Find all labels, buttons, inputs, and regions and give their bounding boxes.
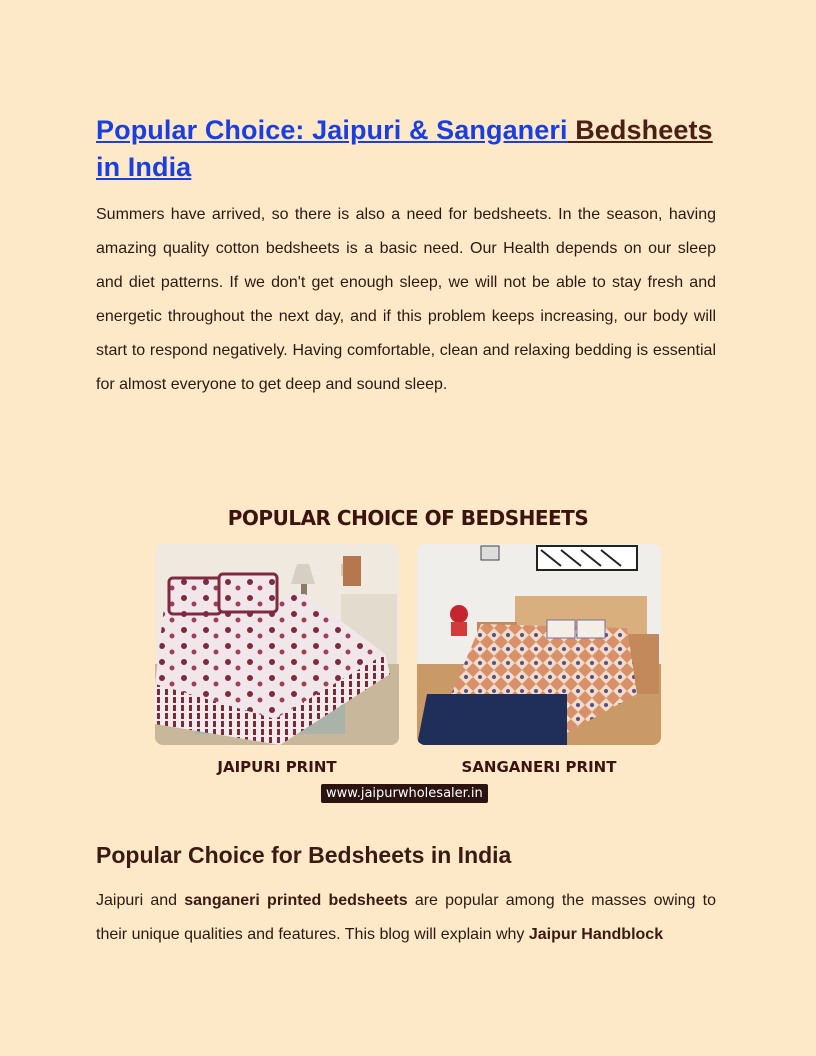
intro-paragraph: Summers have arrived, so there is also a need for bedsheets. In the season, having amazing quality cotton bedsheets is a basic need. Our Health depends on our sleep and diet patterns. If we don't get enough sleep, we will not be able to stay fresh and energetic throughout the next day, and if this problem keeps increasing, our body will start to respond negatively. Having comfortable, clean and relaxing bedding is essential for almost everyone to get deep and sound sleep. (96, 206, 716, 393)
section-heading: Popular Choice for Bedsheets in India (96, 842, 512, 868)
title-link[interactable]: Popular Choice: Jaipuri & Sanganeri (96, 115, 568, 145)
page-title (96, 112, 716, 186)
section-bold-2: Jaipur Handblock (528, 926, 664, 943)
section-text-1: Jaipuri and (96, 892, 185, 909)
sanganeri-bedsheet-image (417, 544, 661, 745)
article (96, 112, 716, 402)
sanganeri-caption: SANGANERI PRINT (461, 758, 617, 776)
bedsheet-figure (155, 502, 661, 807)
title-dark-text: Bedsheets (567, 115, 713, 145)
jaipuri-caption: JAIPURI PRINT (217, 758, 337, 776)
title-link-2[interactable]: in India (96, 152, 192, 182)
section-paragraph (96, 884, 716, 952)
figure-title: POPULAR CHOICE OF BEDSHEETS (227, 506, 589, 530)
jaipuri-bedsheet-image (155, 544, 399, 745)
section-text-2: are popular among the masses owing to their unique qualities and features. This blog will explain why (96, 892, 716, 943)
website-label: www.jaipurwholesaler.in (321, 784, 488, 803)
section-bold-1: sanganeri printed bedsheets (184, 892, 408, 909)
